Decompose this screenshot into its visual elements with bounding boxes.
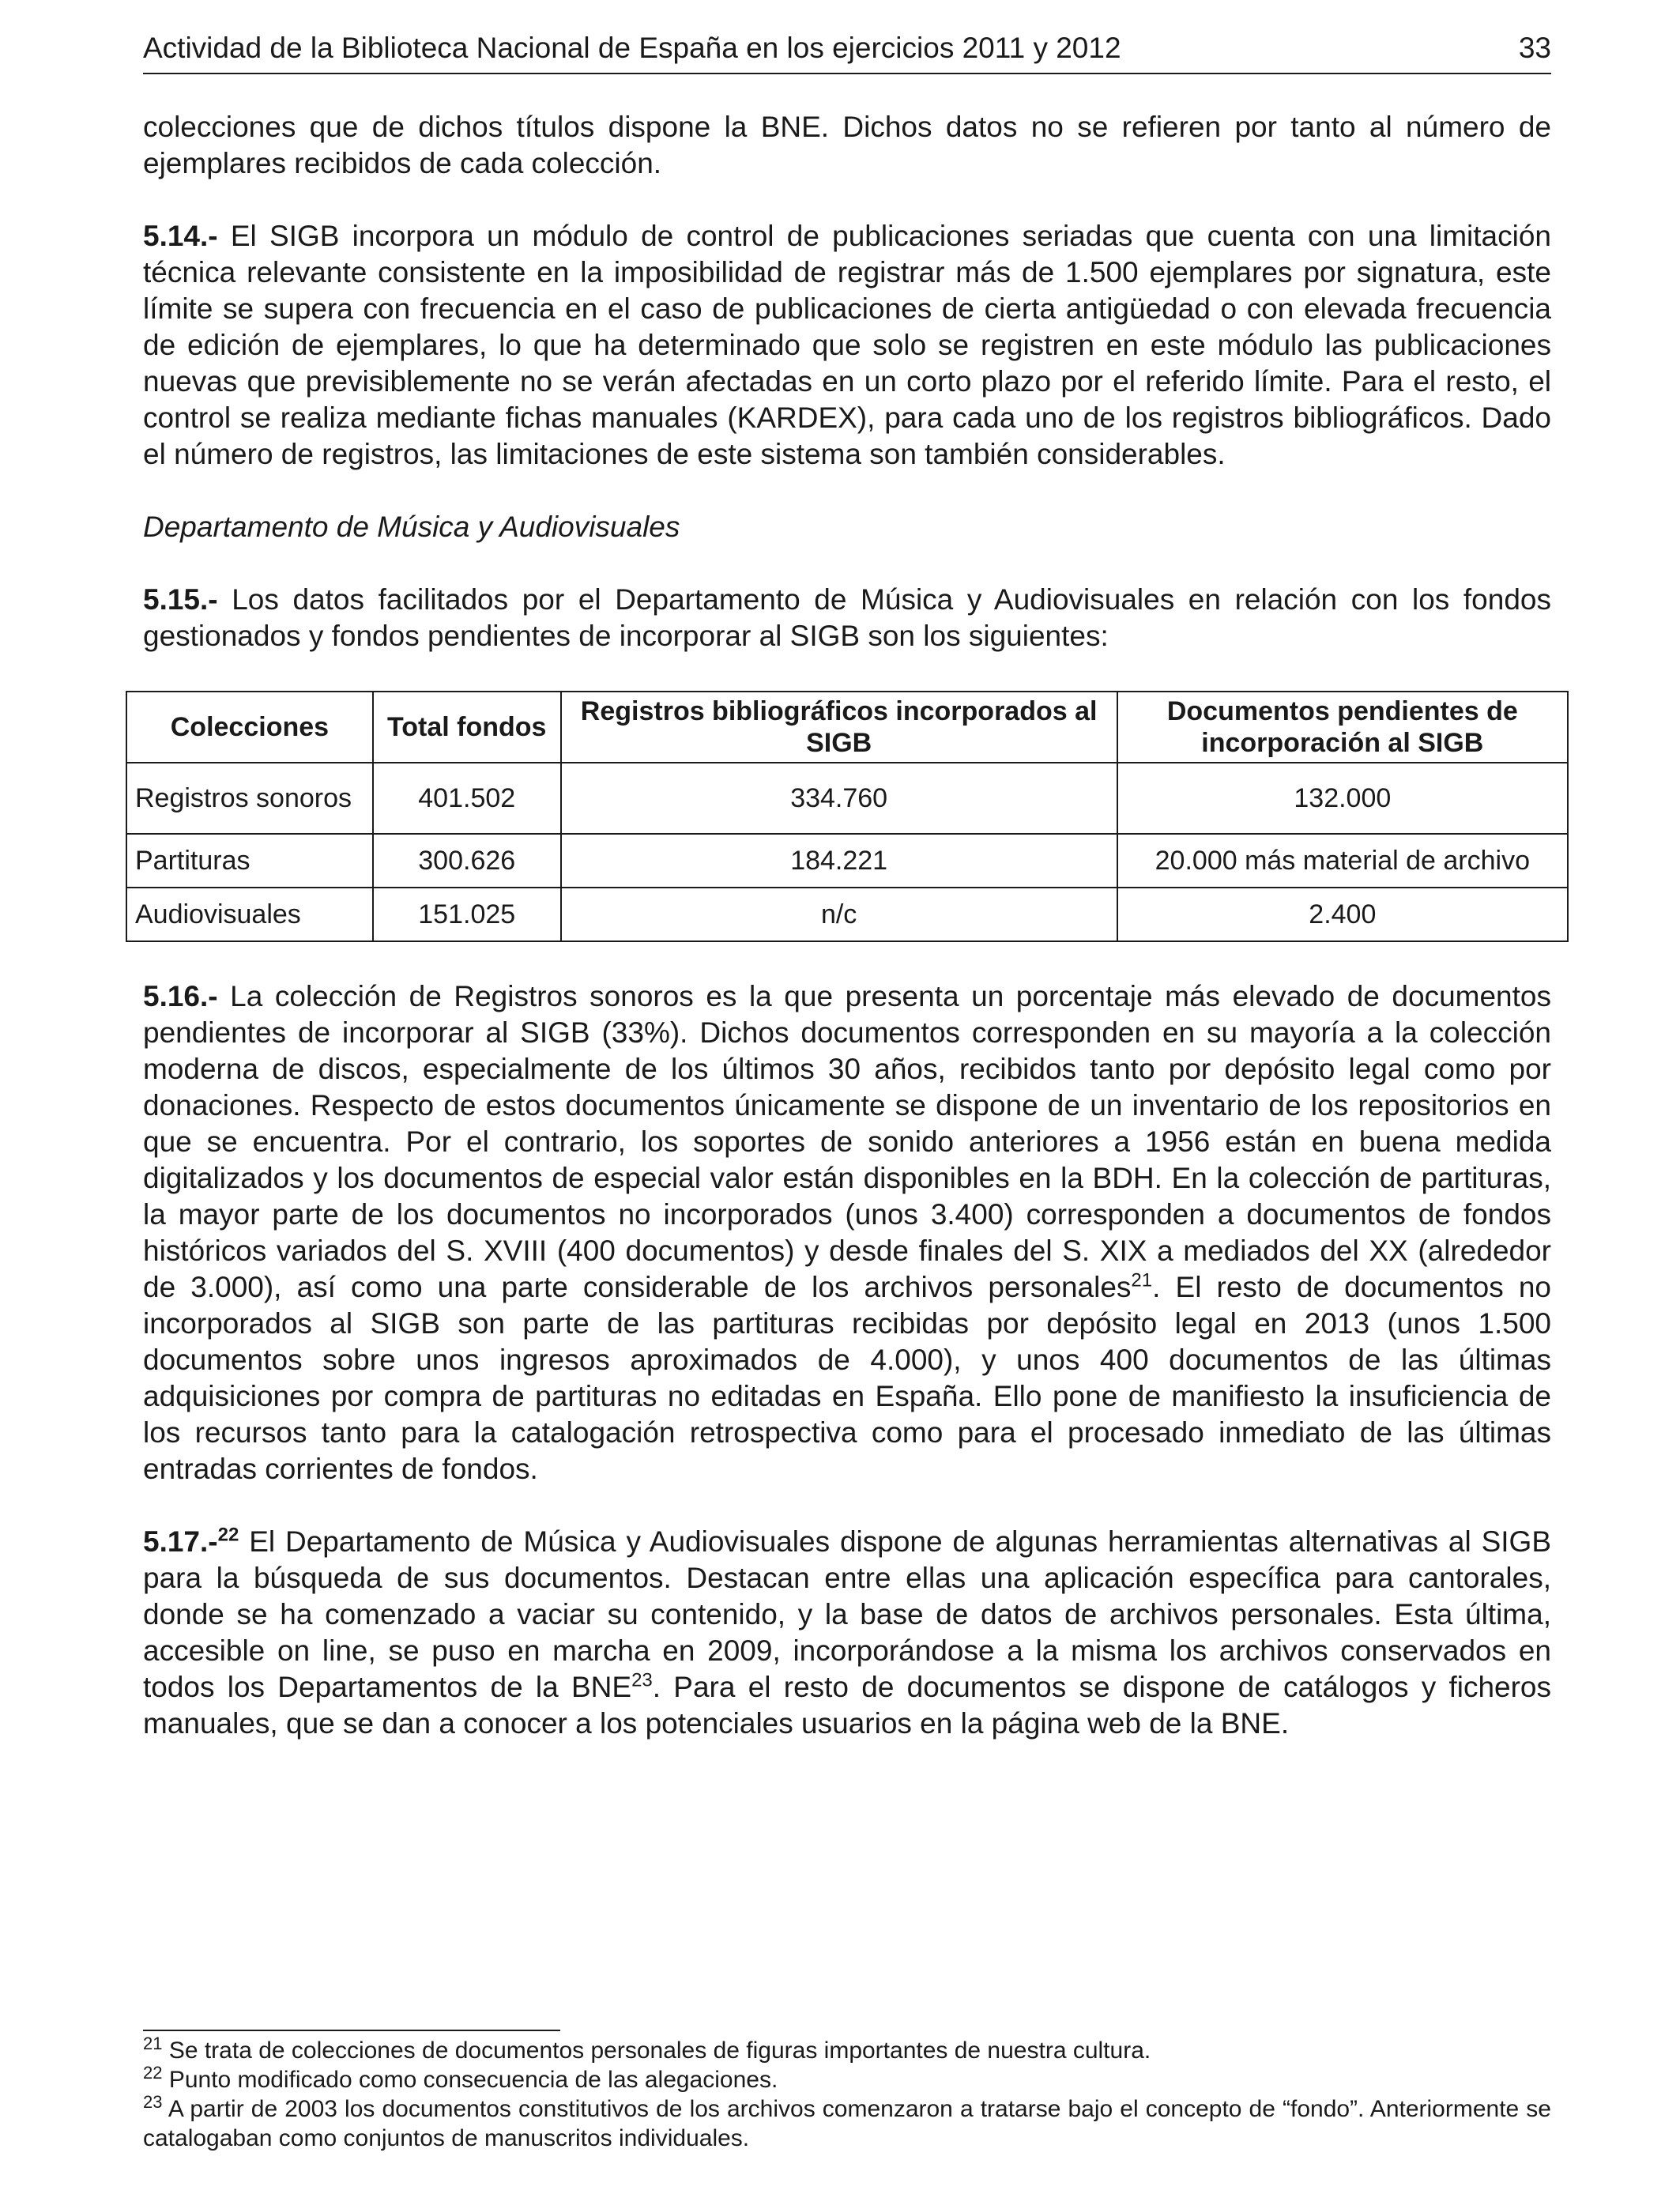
column-header: Total fondos xyxy=(373,692,561,763)
paragraph-5-14 xyxy=(143,218,1551,473)
column-header: Colecciones xyxy=(126,692,373,763)
table-cell: 401.502 xyxy=(373,763,561,834)
column-header: Registros bibliográficos incorporados al SIGB xyxy=(561,692,1117,763)
footnote-text: Punto modificado como consecuencia de las alegaciones. xyxy=(162,2067,778,2093)
collections-table xyxy=(126,691,1569,942)
table-cell: 2.400 xyxy=(1117,888,1568,941)
table-row xyxy=(126,888,1568,941)
footnote-number: 21 xyxy=(143,2034,163,2053)
table-cell: Partituras xyxy=(126,834,373,888)
paragraph-5-15 xyxy=(143,582,1551,654)
running-header xyxy=(143,30,1551,74)
footnote-ref[interactable]: 23 xyxy=(631,1669,653,1691)
paragraph-text: . El resto de documentos no incorporados al SIGB son parte de las partituras recibidas por depósito legal en 2013 (unos 1.500 documentos sobre unos ingresos aproximados de 4.000), y unos 400 documentos de las últimas adquisiciones por compra de partituras no editadas en España. Ello pone de manifiesto la insuficiencia de los recursos tanto para la catalogación retrospectiva como para el procesado inmediato de las últimas entradas corrientes de fondos. xyxy=(143,1271,1551,1485)
section-number: 5.14.- xyxy=(143,220,218,252)
table-row xyxy=(126,763,1568,834)
table-cell: Audiovisuales xyxy=(126,888,373,941)
table-cell: Registros sonoros xyxy=(126,763,373,834)
paragraph-5-17 xyxy=(143,1524,1551,1742)
paragraph-text: Los datos facilitados por el Departamento de Música y Audiovisuales en relación con los fondos gestionados y fondos pendientes de incorporar al SIGB son los siguientes: xyxy=(143,583,1551,652)
section-number: 5.15.- xyxy=(143,583,218,616)
footnote-number: 23 xyxy=(143,2092,163,2112)
department-heading: Departamento de Música y Audiovisuales xyxy=(143,511,680,543)
footnote xyxy=(143,2065,1551,2094)
paragraph-text: El Departamento de Música y Audiovisuales dispone de algunas herramientas alternativas al SIGB para la búsqueda de sus documentos. Destacan entre ellas una aplicación específica para cantorales, donde se ha comenzado a vaciar su contenido, y la base de datos de archivos personales. Esta última, accesible on line, se puso en marcha en 2009, incorporándose a la misma los archivos conservados en todos los Departamentos de la BNE xyxy=(143,1525,1551,1703)
footnote xyxy=(143,2094,1551,2153)
section-number: 5.17.- xyxy=(143,1525,218,1558)
paragraph-intro: colecciones que de dichos títulos dispone la BNE. Dichos datos no se refieren por tanto al número de ejemplares recibidos de cada colección. xyxy=(143,111,1551,179)
page-number: 33 xyxy=(1518,32,1551,64)
paragraph-text: La colección de Registros sonoros es la que presenta un porcentaje más elevado de documentos pendientes de incorporar al SIGB (33%). Dichos documentos corresponden en su mayoría a la colección moderna de discos, especialmente de los últimos 30 años, recibidos tanto por depósito legal como por donaciones. Respecto de estos documentos únicamente se dispone de un inventario de los repositorios en que se encuentra. Por el contrario, los soportes de sonido anteriores a 1956 están en buena medida digitalizados y los documentos de especial valor están disponibles en la BDH. En la colección de partituras, la mayor parte de los documentos no incorporados (unos 3.400) corresponden a documentos de fondos históricos variados del S. XVIII (400 documentos) y desde finales del S. XIX a mediados del XX (alrededor de 3.000), así como una parte considerable de los archivos personales xyxy=(143,980,1551,1303)
table-cell: n/c xyxy=(561,888,1117,941)
footnotes xyxy=(143,2036,1551,2153)
section-number: 5.16.- xyxy=(143,980,218,1012)
paragraph-text: El SIGB incorpora un módulo de control de publicaciones seriadas que cuenta con una limitación técnica relevante consistente en la imposibilidad de registrar más de 1.500 ejemplares por signatura, este límite se supera con frecuencia en el caso de publicaciones de cierta antigüedad o con elevada frecuencia de edición de ejemplares, lo que ha determinado que solo se registren en este módulo las publicaciones nuevas que previsiblemente no se verán afectadas en un corto plazo por el referido límite. Para el resto, el control se realiza mediante fichas manuales (KARDEX), para cada uno de los registros bibliográficos. Dado el número de registros, las limitaciones de este sistema son también considerables. xyxy=(143,220,1551,470)
table-cell: 184.221 xyxy=(561,834,1117,888)
footnote-ref[interactable]: 22 xyxy=(217,1524,239,1546)
table-cell: 20.000 más material de archivo xyxy=(1117,834,1568,888)
footnote-text: A partir de 2003 los documentos constitutivos de los archivos comenzaron a tratarse bajo el concepto de “fondo”. Anteriormente se catalogaban como conjuntos de manuscritos individuales. xyxy=(143,2096,1551,2151)
paragraph-text: . Para el resto de documentos se dispone de catálogos y ficheros manuales, que se dan a conocer a los potenciales usuarios en la página web de la BNE. xyxy=(143,1671,1551,1740)
footnote-text: Se trata de colecciones de documentos personales de figuras importantes de nuestra cultura. xyxy=(162,2038,1151,2064)
footnote-number: 22 xyxy=(143,2063,163,2083)
footnote xyxy=(143,2036,1551,2065)
table-row xyxy=(126,834,1568,888)
header-title: Actividad de la Biblioteca Nacional de España en los ejercicios 2011 y 2012 xyxy=(143,32,1121,64)
footnote-divider xyxy=(143,2030,560,2031)
table-cell: 151.025 xyxy=(373,888,561,941)
body-text xyxy=(135,109,1551,1742)
table-cell: 334.760 xyxy=(561,763,1117,834)
paragraph-5-16 xyxy=(143,978,1551,1487)
table-header-row xyxy=(126,692,1568,763)
table-cell: 132.000 xyxy=(1117,763,1568,834)
column-header: Documentos pendientes de incorporación al SIGB xyxy=(1117,692,1568,763)
table-cell: 300.626 xyxy=(373,834,561,888)
footnote-ref[interactable]: 21 xyxy=(1131,1269,1153,1291)
